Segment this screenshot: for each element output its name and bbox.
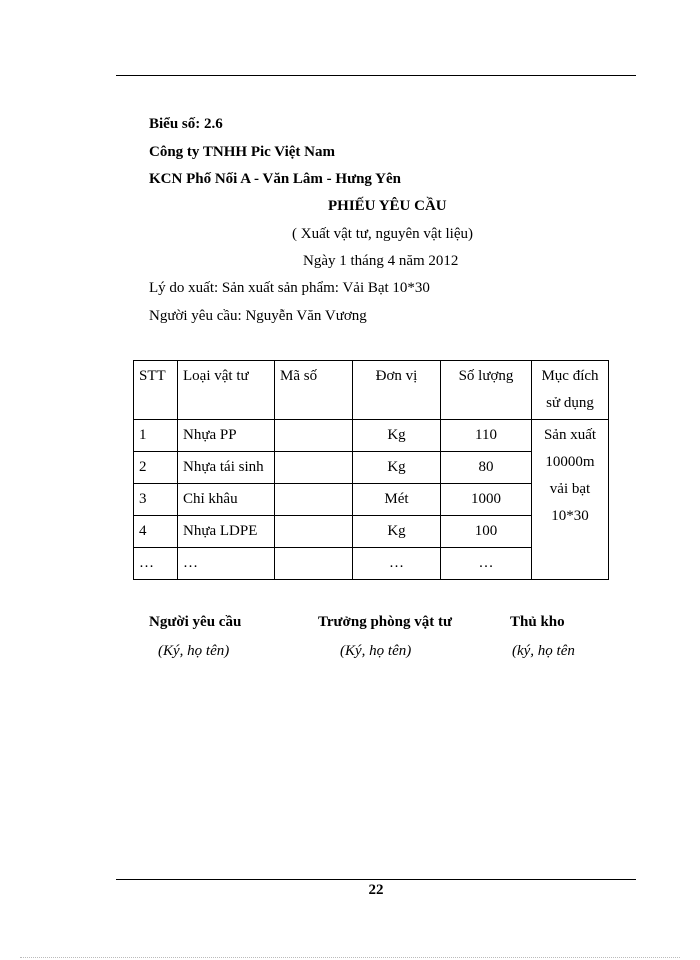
signature-requester-role: Người yêu cầu (149, 614, 242, 630)
company-address: KCN Phố Nối A - Văn Lâm - Hưng Yên (149, 171, 401, 187)
row-stt: 3 (134, 484, 178, 516)
row-code (275, 452, 353, 484)
header-unit: Đơn vị (353, 361, 441, 420)
row-material: Nhựa PP (178, 420, 275, 452)
materials-table (133, 360, 609, 580)
form-number: Biểu số: 2.6 (149, 116, 223, 132)
row-code (275, 516, 353, 548)
page-number: 22 (368, 882, 384, 898)
company-name: Công ty TNHH Pic Việt Nam (149, 144, 335, 160)
signature-supply-head-role: Trưởng phòng vật tư (318, 614, 452, 630)
row-unit: Kg (353, 420, 441, 452)
row-material: Nhựa LDPE (178, 516, 275, 548)
signature-supply-head-note: (Ký, họ tên) (340, 643, 412, 659)
header-code: Mã số (275, 361, 353, 420)
row-material: Nhựa tái sinh (178, 452, 275, 484)
row-code (275, 420, 353, 452)
footer-rule (116, 879, 636, 880)
document-date: Ngày 1 tháng 4 năm 2012 (303, 253, 459, 269)
document-subtitle: ( Xuất vật tư, nguyên vật liệu) (292, 226, 473, 242)
row-code (275, 484, 353, 516)
document-title: PHIẾU YÊU CẦU (328, 198, 447, 214)
row-stt: 1 (134, 420, 178, 452)
row-unit: Mét (353, 484, 441, 516)
row-stt: 2 (134, 452, 178, 484)
row-unit: … (353, 548, 441, 580)
row-quantity: 80 (441, 452, 532, 484)
header-material-type: Loại vật tư (178, 361, 275, 420)
row-unit: Kg (353, 452, 441, 484)
row-quantity: 100 (441, 516, 532, 548)
row-material: Chỉ khâu (178, 484, 275, 516)
header-quantity: Số lượng (441, 361, 532, 420)
signature-storekeeper-role: Thủ kho (510, 614, 565, 630)
requester-line: Người yêu cầu: Nguyễn Văn Vương (149, 308, 367, 324)
row-quantity: 110 (441, 420, 532, 452)
page-edge-divider (20, 957, 680, 958)
table-row (134, 420, 609, 452)
signature-requester-note: (Ký, họ tên) (158, 643, 230, 659)
header-stt: STT (134, 361, 178, 420)
table-header-row (134, 361, 609, 420)
row-code (275, 548, 353, 580)
row-stt: … (134, 548, 178, 580)
header-rule (116, 75, 636, 76)
signature-storekeeper-note: (ký, họ tên (512, 643, 575, 659)
row-stt: 4 (134, 516, 178, 548)
row-quantity: … (441, 548, 532, 580)
purpose-cell: Sản xuất 10000m vải bạt 10*30 (532, 420, 609, 580)
row-material: … (178, 548, 275, 580)
row-quantity: 1000 (441, 484, 532, 516)
issue-reason: Lý do xuất: Sản xuất sản phẩm: Vải Bạt 10*30 (149, 280, 430, 296)
header-purpose: Mục đích sử dụng (532, 361, 609, 420)
row-unit: Kg (353, 516, 441, 548)
